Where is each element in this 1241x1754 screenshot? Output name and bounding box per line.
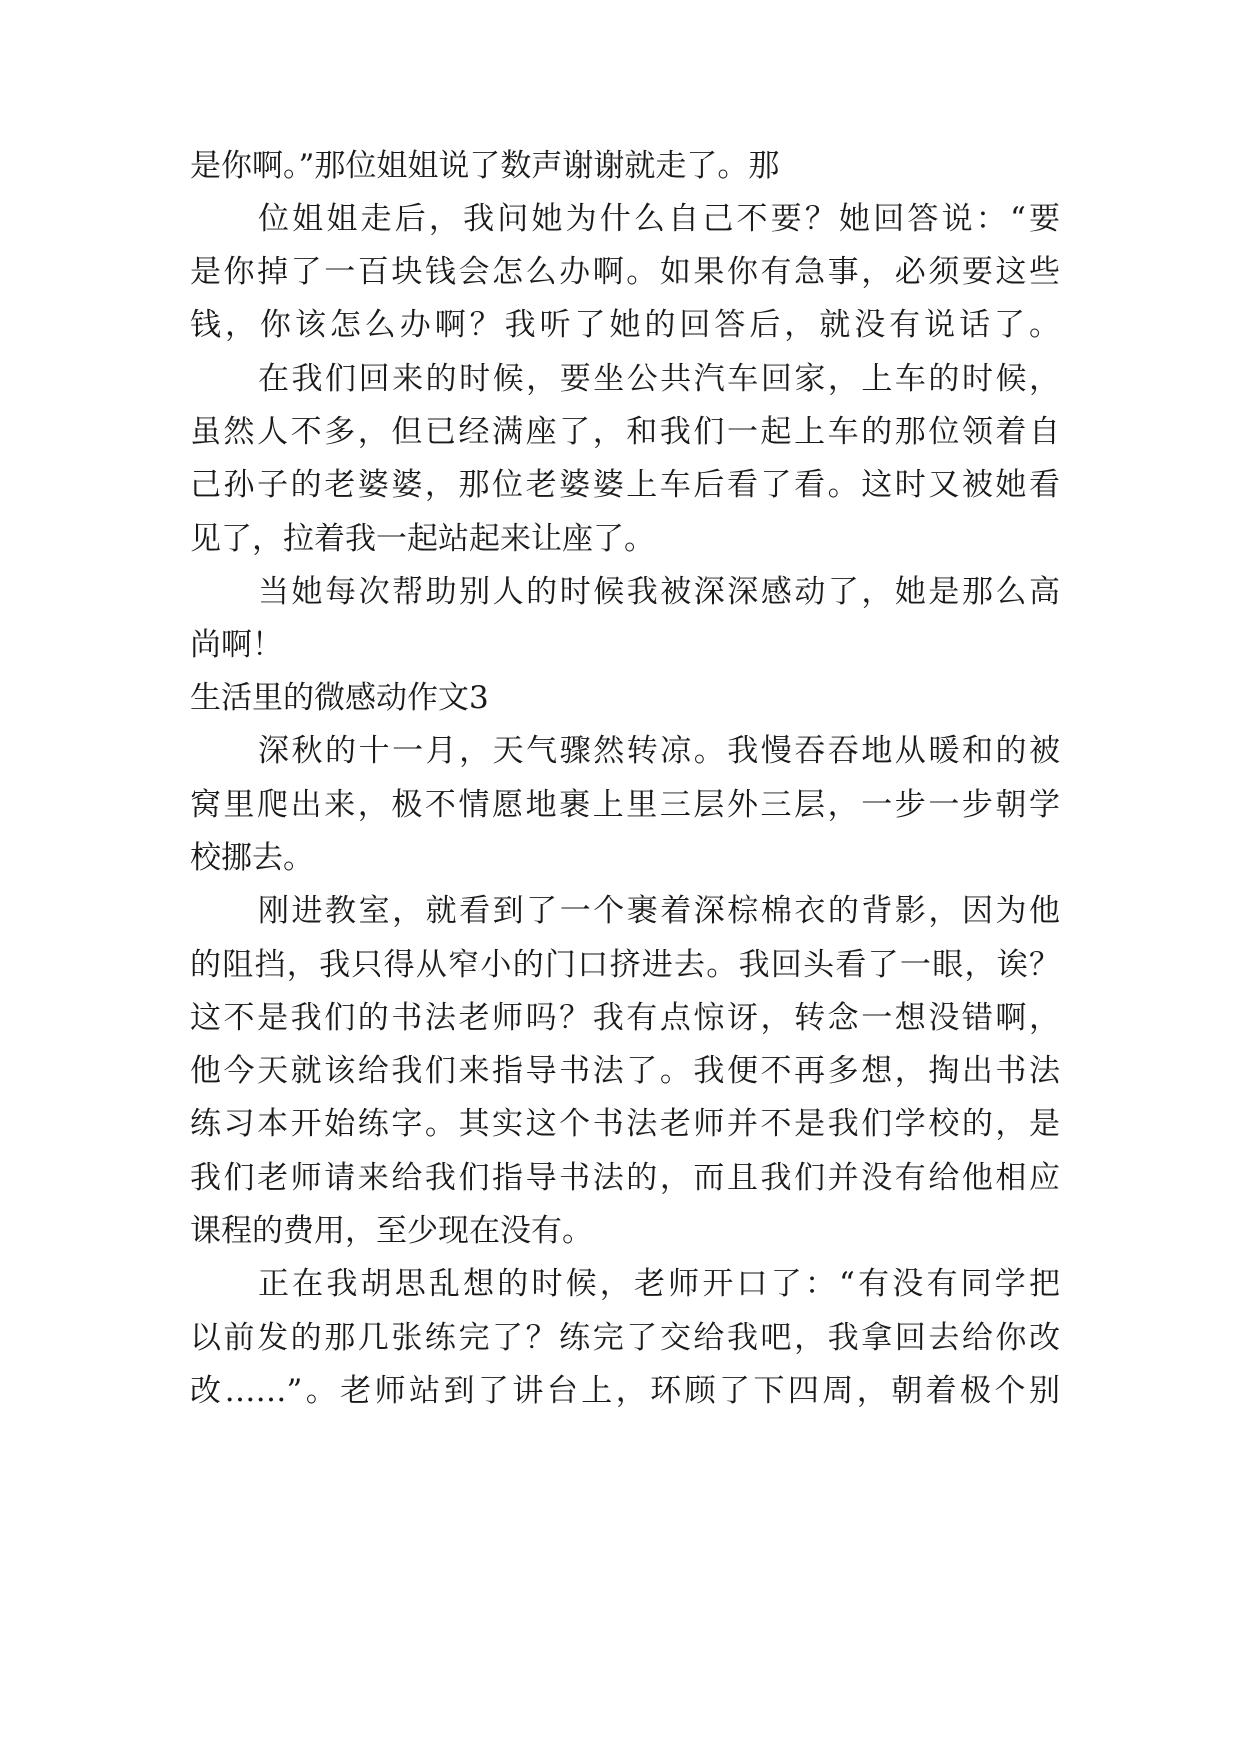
text-line: 课程的费用，至少现在没有。 [190,1213,593,1249]
text-line: 他今天就该给我们来指导书法了。我便不再多想，掏出书法 [190,1053,1060,1089]
text-line: 改……”。老师站到了讲台上，环顾了下四周，朝着极个别 [190,1373,1060,1409]
text-line: 的阻挡，我只得从窄小的门口挤进去。我回头看了一眼，诶？ [190,947,1060,983]
text-line: 是你掉了一百块钱会怎么办啊。如果你有急事，必须要这些 [190,254,1060,290]
text-line: 是你啊。”那位姐姐说了数声谢谢就走了。那 [190,148,780,184]
text-line: 这不是我们的书法老师吗？我有点惊讶，转念一想没错啊， [190,1000,1060,1036]
text-line: 以前发的那几张练完了？练完了交给我吧，我拿回去给你改 [190,1320,1060,1356]
text-line: 己孙子的老婆婆，那位老婆婆上车后看了看。这时又被她看 [190,467,1060,503]
text-line: 正在我胡思乱想的时候，老师开口了：“有没有同学把 [258,1266,1060,1302]
text-line: 窝里爬出来，极不情愿地裹上里三层外三层，一步一步朝学 [190,787,1060,823]
text-line: 刚进教室，就看到了一个裹着深棕棉衣的背影，因为他 [258,893,1060,929]
text-line: 尚啊！ [190,627,283,663]
text-line: 练习本开始练字。其实这个书法老师并不是我们学校的，是 [190,1106,1060,1142]
text-line: 我们老师请来给我们指导书法的，而且我们并没有给他相应 [190,1160,1060,1196]
text-line: 见了，拉着我一起站起来让座了。 [190,521,655,557]
text-line: 虽然人不多，但已经满座了，和我们一起上车的那位领着自 [190,414,1060,450]
text-line: 在我们回来的时候，要坐公共汽车回家，上车的时候， [258,361,1060,397]
section-heading: 生活里的微感动作文3 [190,680,489,716]
text-line: 钱，你该怎么办啊？我听了她的回答后，就没有说话了。 [190,307,1060,343]
text-line: 校挪去。 [190,840,314,876]
text-line: 位姐姐走后，我问她为什么自己不要？她回答说：“要 [258,201,1060,237]
text-line: 当她每次帮助别人的时候我被深深感动了，她是那么高 [258,574,1060,610]
text-line: 深秋的十一月，天气骤然转凉。我慢吞吞地从暖和的被 [258,733,1060,769]
